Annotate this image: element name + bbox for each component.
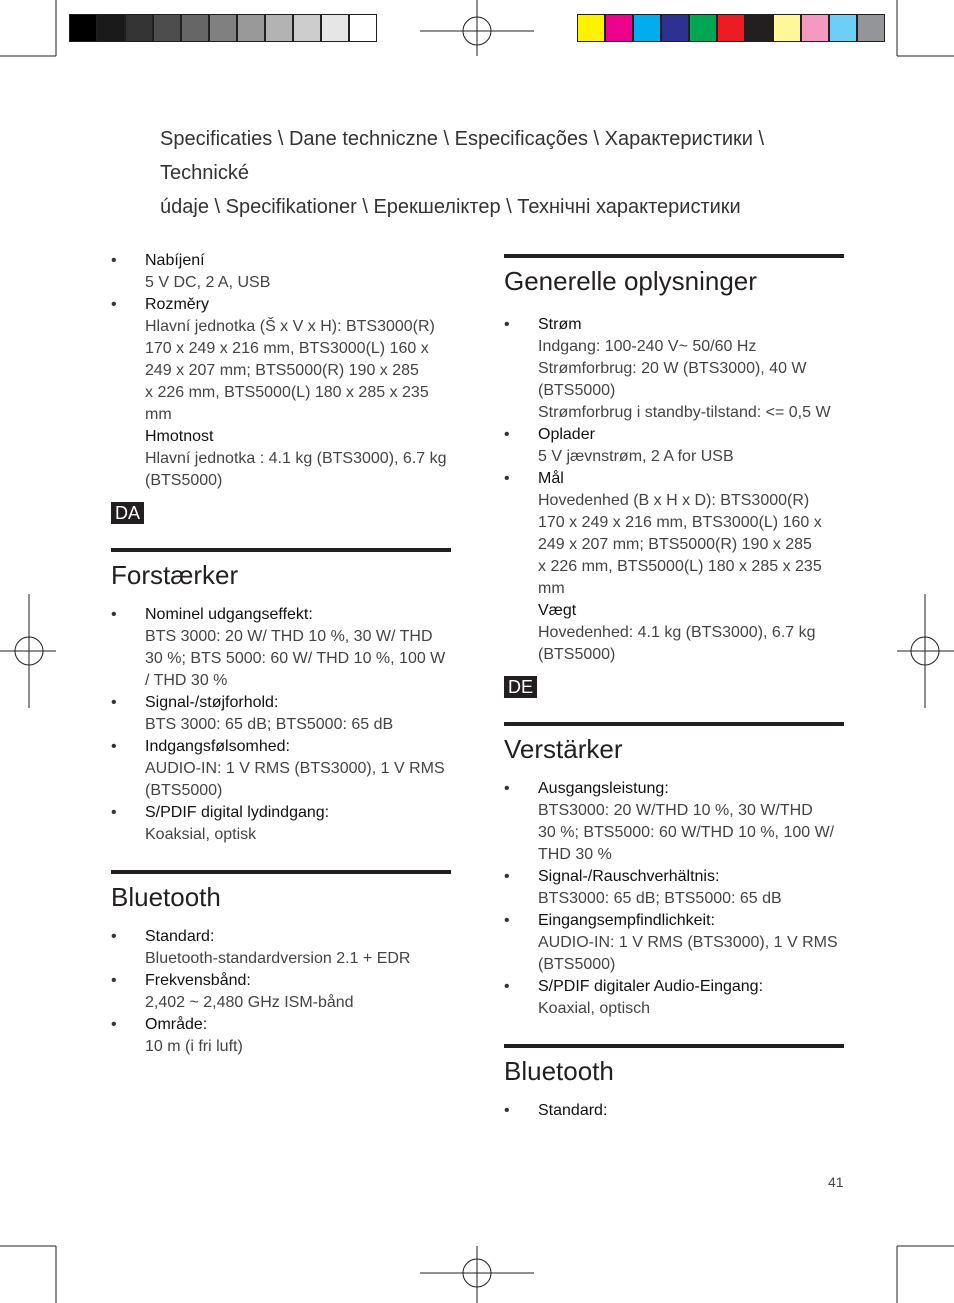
spec-value: THD 30 %	[538, 846, 612, 863]
header-line-1: Specificaties \ Dane techniczne \ Especificações \ Характеристики \ Technické	[160, 128, 765, 184]
gray-swatch	[209, 14, 237, 42]
spec-value: 30 %; BTS5000: 60 W/THD 10 %, 100 W/	[538, 824, 835, 841]
spec-term: Nominel udgangseffekt:	[145, 606, 313, 623]
spec-term: S/PDIF digital lydindgang:	[145, 804, 330, 821]
left-column	[111, 250, 451, 1058]
spec-value: 5 V DC, 2 A, USB	[145, 274, 271, 291]
color-swatch	[857, 14, 885, 42]
spec-item	[111, 692, 451, 736]
spec-value: Hovedenhed: 4.1 kg (BTS3000), 6.7 kg	[538, 624, 816, 641]
gray-swatch	[125, 14, 153, 42]
spec-item	[111, 250, 451, 294]
verstaerker-list	[504, 778, 844, 1020]
spec-term: Rozměry	[145, 296, 210, 313]
color-swatch	[717, 14, 745, 42]
spec-value: BTS 3000: 20 W/ THD 10 %, 30 W/ THD	[145, 628, 433, 645]
bullet: •	[504, 868, 510, 885]
spec-value: 30 %; BTS 5000: 60 W/ THD 10 %, 100 W	[145, 650, 446, 667]
color-swatch	[745, 14, 773, 42]
bullet: •	[111, 1016, 117, 1033]
spec-term: Oplader	[538, 426, 595, 443]
spec-item	[504, 778, 844, 866]
bullet: •	[111, 928, 117, 945]
spec-value: Strømforbrug: 20 W (BTS3000), 40 W	[538, 360, 807, 377]
spec-value: x 226 mm, BTS5000(L) 180 x 285 x 235	[538, 558, 822, 575]
spec-term: Signal-/støjforhold:	[145, 694, 279, 711]
spec-item	[504, 866, 844, 910]
spec-item	[504, 468, 844, 666]
spec-term: Frekvensbånd:	[145, 972, 251, 989]
bullet: •	[111, 694, 117, 711]
color-swatch	[605, 14, 633, 42]
spec-value: 170 x 249 x 216 mm, BTS3000(L) 160 x	[145, 340, 429, 357]
spec-item	[504, 424, 844, 468]
spec-item	[504, 976, 844, 1020]
spec-value: 2,402 ~ 2,480 GHz ISM-bånd	[145, 994, 354, 1011]
spec-term: Nabíjení	[145, 252, 205, 269]
section-title-bluetooth-de: Bluetooth	[504, 1044, 844, 1088]
spec-value: Hlavní jednotka : 4.1 kg (BTS3000), 6.7 kg	[145, 450, 447, 467]
spec-term: Standard:	[145, 928, 215, 945]
generelle-list	[504, 314, 844, 666]
spec-subterm: Hmotnost	[145, 428, 214, 445]
gray-swatch	[321, 14, 349, 42]
spec-value: x 226 mm, BTS5000(L) 180 x 285 x 235	[145, 384, 429, 401]
spec-value: 5 V jævnstrøm, 2 A for USB	[538, 448, 734, 465]
spec-item	[111, 604, 451, 692]
section-title-generelle: Generelle oplysninger	[504, 254, 844, 298]
bullet: •	[504, 470, 510, 487]
spec-term: S/PDIF digitaler Audio-Eingang:	[538, 978, 764, 995]
color-swatch	[689, 14, 717, 42]
spec-value: 10 m (i fri luft)	[145, 1038, 243, 1055]
page-number: 41	[828, 1174, 844, 1190]
spec-value: mm	[538, 580, 565, 597]
spec-item	[111, 1014, 451, 1058]
gray-swatch	[181, 14, 209, 42]
spec-value: (BTS5000)	[538, 646, 616, 663]
color-swatch	[577, 14, 605, 42]
gray-swatch	[69, 14, 97, 42]
spec-value: (BTS5000)	[538, 382, 616, 399]
bullet: •	[111, 252, 117, 269]
bullet: •	[111, 738, 117, 755]
color-swatch	[829, 14, 857, 42]
spec-value: Hovedenhed (B x H x D): BTS3000(R)	[538, 492, 810, 509]
spec-value: 249 x 207 mm; BTS5000(R) 190 x 285	[538, 536, 812, 553]
bluetooth-da-list	[111, 926, 451, 1058]
left-top-list	[111, 250, 451, 492]
spec-value: Strømforbrug i standby-tilstand: <= 0,5 W	[538, 404, 831, 421]
spec-item	[111, 926, 451, 970]
spec-value: AUDIO-IN: 1 V RMS (BTS3000), 1 V RMS	[538, 934, 838, 951]
spec-value: (BTS5000)	[538, 956, 616, 973]
spec-term: Signal-/Rauschverhältnis:	[538, 868, 720, 885]
spec-item	[504, 314, 844, 424]
spec-value: BTS 3000: 65 dB; BTS5000: 65 dB	[145, 716, 394, 733]
color-swatch	[633, 14, 661, 42]
spec-item	[111, 736, 451, 802]
spec-value: 170 x 249 x 216 mm, BTS3000(L) 160 x	[538, 514, 822, 531]
spec-value: Bluetooth-standardversion 2.1 + EDR	[145, 950, 411, 967]
spec-value: / THD 30 %	[145, 672, 228, 689]
color-swatch	[801, 14, 829, 42]
page-header	[160, 122, 850, 224]
bullet: •	[504, 1102, 510, 1119]
language-badge-da: DA	[111, 502, 144, 524]
spec-item	[111, 294, 451, 492]
bullet: •	[504, 912, 510, 929]
color-swatch	[661, 14, 689, 42]
bluetooth-de-list	[504, 1100, 844, 1122]
bullet: •	[504, 316, 510, 333]
spec-value: 249 x 207 mm; BTS5000(R) 190 x 285	[145, 362, 419, 379]
spec-item	[504, 910, 844, 976]
header-line-2: údaje \ Specifikationer \ Ерекшеліктер \ Технічні характеристики	[160, 196, 741, 218]
section-title-bluetooth-da: Bluetooth	[111, 870, 451, 914]
bullet: •	[111, 296, 117, 313]
color-swatch	[773, 14, 801, 42]
bullet: •	[111, 606, 117, 623]
spec-term: Mål	[538, 470, 564, 487]
gray-swatch	[265, 14, 293, 42]
spec-term: Område:	[145, 1016, 208, 1033]
spec-term: Ausgangsleistung:	[538, 780, 669, 797]
bullet: •	[504, 780, 510, 797]
bullet: •	[111, 972, 117, 989]
spec-value: mm	[145, 406, 172, 423]
spec-value: (BTS5000)	[145, 472, 223, 489]
bullet: •	[504, 426, 510, 443]
spec-item	[504, 1100, 844, 1122]
spec-value: Hlavní jednotka (Š x V x H): BTS3000(R)	[145, 318, 435, 335]
gray-swatch	[293, 14, 321, 42]
spec-term: Standard:	[538, 1102, 608, 1119]
section-title-forstaerker: Forstærker	[111, 548, 451, 592]
spec-value: (BTS5000)	[145, 782, 223, 799]
spec-term: Indgangsfølsomhed:	[145, 738, 290, 755]
section-title-verstaerker: Verstärker	[504, 722, 844, 766]
gray-swatch	[97, 14, 125, 42]
gray-swatch	[237, 14, 265, 42]
language-badge-de: DE	[504, 676, 537, 698]
spec-value: Indgang: 100-240 V~ 50/60 Hz	[538, 338, 757, 355]
right-column	[504, 254, 844, 1122]
spec-item	[111, 970, 451, 1014]
spec-value: BTS3000: 65 dB; BTS5000: 65 dB	[538, 890, 782, 907]
spec-term: Eingangsempfindlichkeit:	[538, 912, 715, 929]
forstaerker-list	[111, 604, 451, 846]
spec-value: Koaxial, optisch	[538, 1000, 651, 1017]
bullet: •	[504, 978, 510, 995]
spec-term: Strøm	[538, 316, 582, 333]
spec-value: AUDIO-IN: 1 V RMS (BTS3000), 1 V RMS	[145, 760, 445, 777]
gray-swatch	[153, 14, 181, 42]
spec-value: Koaksial, optisk	[145, 826, 257, 843]
spec-subterm: Vægt	[538, 602, 577, 619]
spec-value: BTS3000: 20 W/THD 10 %, 30 W/THD	[538, 802, 813, 819]
spec-item	[111, 802, 451, 846]
gray-swatch	[349, 14, 377, 42]
bullet: •	[111, 804, 117, 821]
